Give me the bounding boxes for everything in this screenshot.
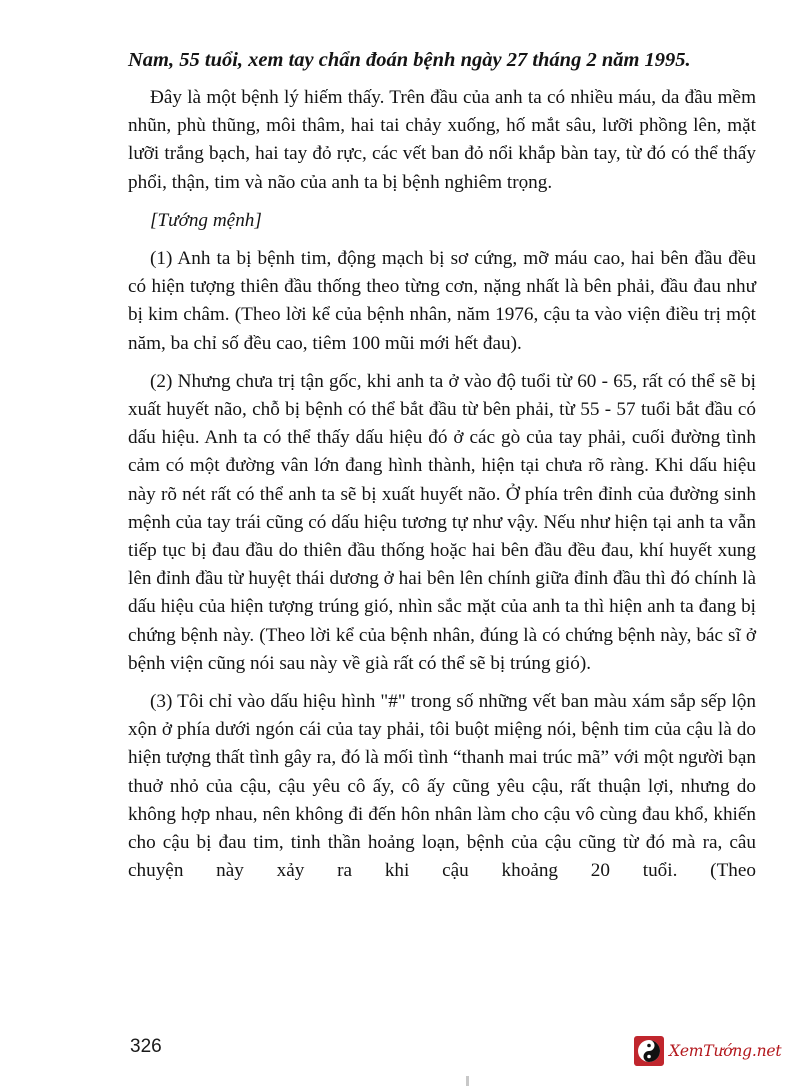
section-label: [Tướng mệnh] bbox=[150, 209, 262, 231]
intro-paragraph: Đây là một bệnh lý hiếm thấy. Trên đầu của anh ta có nhiều máu, da đầu mềm nhũn, phù thũng, môi thâm, hai tai chảy xuống, hố mắt sâu, lưỡi phồng lên, mặt lưỡi trắng bạch, hai tay đỏ rực, các vết ban đỏ nổi khắp bàn tay, từ đó có thể thấy phổi, thận, tim và não của anh ta bị bệnh nghiêm trọng. bbox=[128, 87, 756, 193]
paragraph-1: (1) Anh ta bị bệnh tim, động mạch bị sơ cứng, mỡ máu cao, hai bên đầu đều có hiện tượng thiên đầu thống theo từng cơn, nặng nhất là bên phải, đầu đau như bị kim châm. (Theo lời kể của bệnh nhân, năm 1976, cậu ta vào viện điều trị một năm, ba chỉ số đều cao, tiêm 100 mũi mới hết đau). bbox=[128, 248, 756, 354]
page-number: 326 bbox=[130, 1036, 162, 1057]
paragraph-3: (3) Tôi chỉ vào dấu hiệu hình "#" trong số những vết ban màu xám sắp sếp lộn xộn ở phía dưới ngón cái của tay phải, tôi buột miệng nói, bệnh tim của cậu là do hiện tượng thất tình gây ra, đó là mối tình “thanh mai trúc mã” với một người bạn thuở nhỏ của cậu, cậu yêu cô ấy, cô ấy cũng yêu cậu, rất thuận lợi, nhưng do không hợp nhau, nên không đi đến hôn nhân làm cho cậu vô cùng đau khổ, khiến cho cậu bị đau tim, tinh thần hoảng loạn, bệnh của cậu cũng từ đó mà ra, câu chuyện này xảy ra khi cậu khoảng 20 tuổi. (Theo bbox=[128, 691, 756, 882]
yin-yang-icon bbox=[634, 1036, 664, 1066]
case-heading: Nam, 55 tuổi, xem tay chẩn đoán bệnh ngày 27 tháng 2 năm 1995. bbox=[128, 49, 691, 71]
paragraph-2: (2) Nhưng chưa trị tận gốc, khi anh ta ở vào độ tuổi từ 60 - 65, rất có thể sẽ bị xuất huyết não, chỗ bị bệnh có thể bắt đầu từ bên phải, từ 55 - 57 tuổi bắt đầu có dấu hiệu. Anh ta có thể thấy dấu hiệu đó ở các gò của tay phải, cuối đường tình cảm có một đường vân lớn đang hình thành, hiện tại chưa rõ ràng. Khi dấu hiệu này rõ nét rất có thể anh ta sẽ bị xuất huyết não. Ở phía trên đỉnh của đường sinh mệnh của tay trái cũng có dấu hiệu tương tự như vậy. Nếu như hiện tại anh ta vẫn tiếp tục bị đau đầu do thiên đầu thống hoặc hai bên đầu đều đau, khí huyết xung lên đỉnh đầu từ huyệt thái dương ở hai bên lên chính giữa đỉnh đầu thì đó chính là dấu hiệu của hiện tượng trúng gió, nhìn sắc mặt của anh ta thì hiện anh ta đang bị chứng bệnh này. (Theo lời kể của bệnh nhân, đúng là có chứng bệnh này, bác sĩ ở bệnh viện cũng nói sau này về già rất có thể sẽ bị trúng gió). bbox=[128, 370, 756, 674]
watermark-text: XemTướng.net bbox=[669, 1042, 782, 1060]
page-body bbox=[128, 46, 756, 885]
watermark bbox=[634, 1033, 781, 1069]
page-edge-mark bbox=[466, 1076, 469, 1086]
